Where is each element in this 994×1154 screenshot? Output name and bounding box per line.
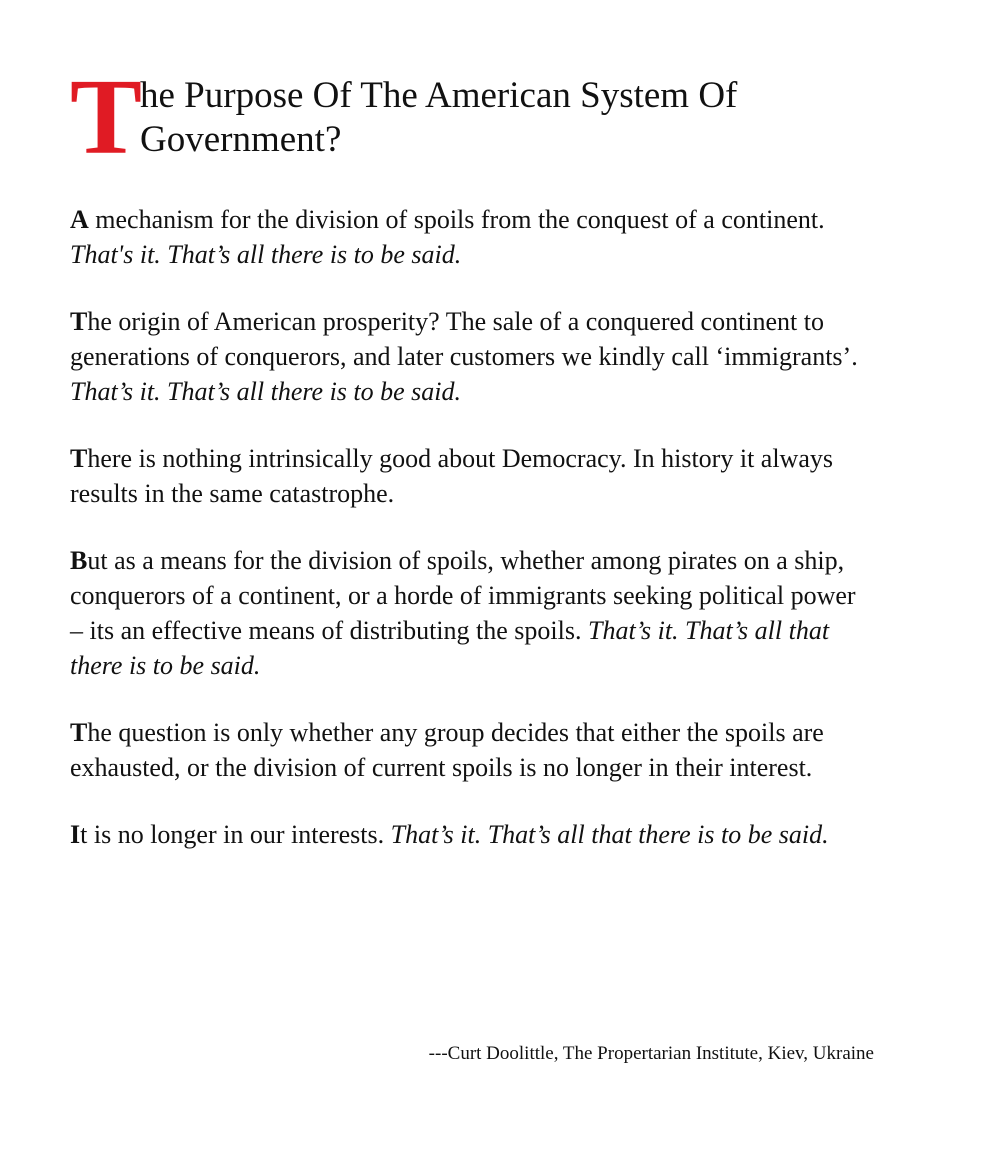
paragraph-lead-letter: I <box>70 820 81 849</box>
paragraph-text: t is no longer in our interests. <box>80 820 391 849</box>
paragraph-4 <box>70 543 870 683</box>
paragraph-3 <box>70 441 870 511</box>
attribution: ---Curt Doolittle, The Propertarian Institute, Kiev, Ukraine <box>428 1043 874 1064</box>
paragraph-italic-text: That’s it. That’s all that there is to be said. <box>70 616 830 680</box>
document-page <box>70 58 890 1064</box>
paragraph-lead-letter: T <box>70 718 88 747</box>
paragraph-italic-text: That's it. That’s all there is to be said. <box>70 240 462 269</box>
paragraph-lead-letter: T <box>70 444 88 473</box>
paragraph-lead-letter: A <box>70 205 89 234</box>
paragraph-2 <box>70 304 870 409</box>
paragraph-lead-letter: T <box>70 307 88 336</box>
paragraph-italic-text: That’s it. That’s all there is to be said. <box>70 377 462 406</box>
paragraph-1 <box>70 202 870 272</box>
paragraph-5 <box>70 715 870 785</box>
page-title <box>70 58 890 177</box>
title-line-1: he Purpose Of The American System Of <box>140 75 738 116</box>
title-drop-cap: T <box>70 58 143 177</box>
paragraph-text: ut as a means for the division of spoils, whether among pirates on a ship, conquerors of a continent, or a horde of immigrants seeking political power – its an effective means of distributing the spoils. <box>70 546 856 645</box>
paragraph-lead-letter: B <box>70 546 88 575</box>
paragraph-text: he question is only whether any group decides that either the spoils are exhausted, or the division of current spoils is no longer in their interest. <box>70 718 824 782</box>
title-line-2: Government? <box>140 119 342 160</box>
paragraph-6 <box>70 817 870 852</box>
paragraph-italic-text: That’s it. That’s all that there is to be said. <box>390 820 829 849</box>
paragraph-text: mechanism for the division of spoils from the conquest of a continent. <box>88 205 825 234</box>
title-text <box>140 74 737 162</box>
paragraph-text: here is nothing intrinsically good about Democracy. In history it always results in the same catastrophe. <box>70 444 833 508</box>
paragraph-text: he origin of American prosperity? The sale of a conquered continent to generations of conquerors, and later customers we kindly call ‘immigrants’. <box>70 307 858 371</box>
